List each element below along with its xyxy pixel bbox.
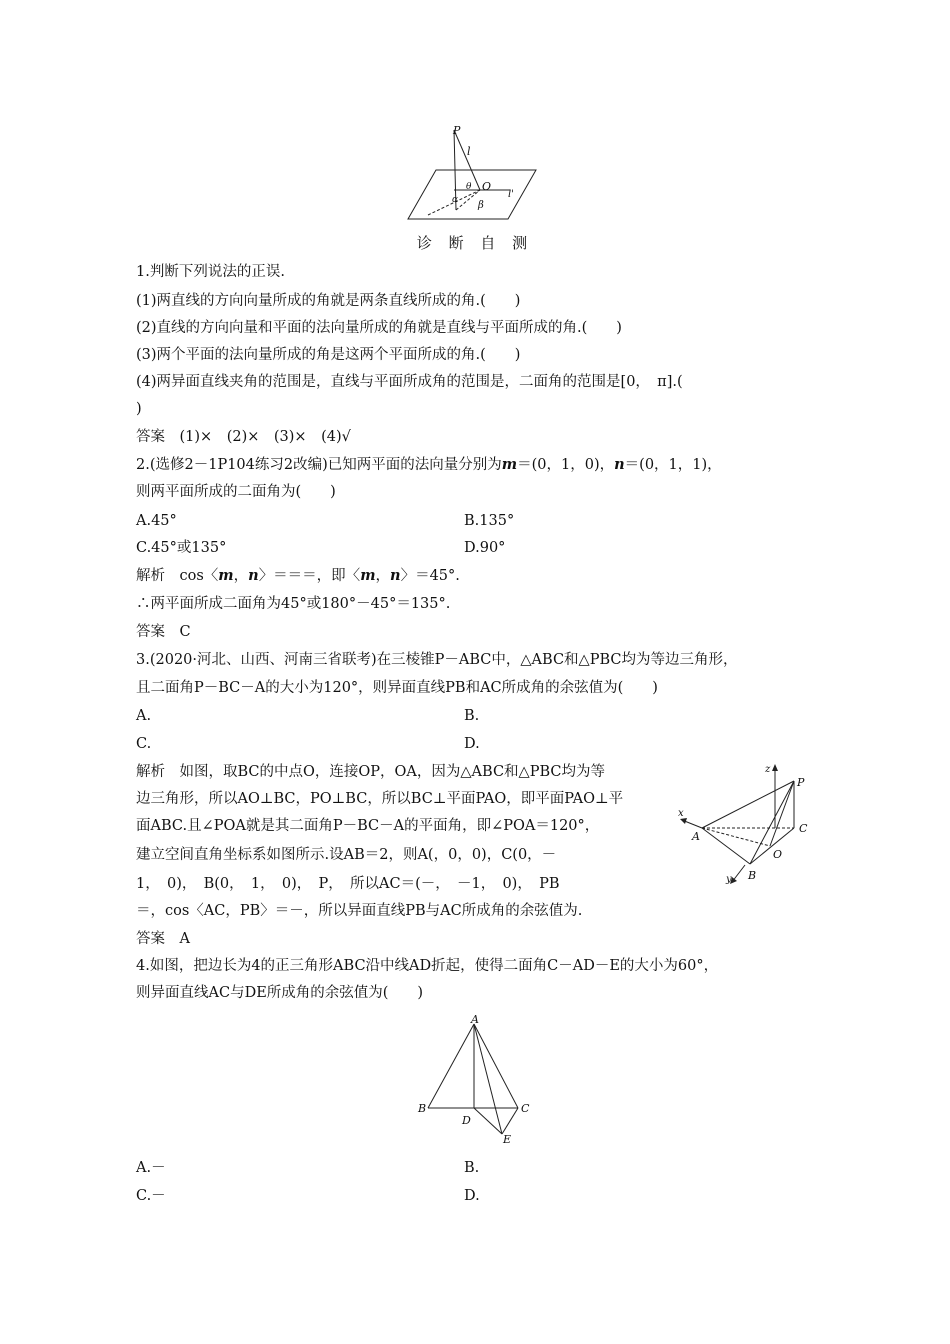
- q3-solution-2: 边三角形，所以AO⊥BC，PO⊥BC，所以BC⊥平面PAO，即平面PAO⊥平: [136, 791, 624, 807]
- q3-stem-line2: 且二面角P－BC－A的大小为120°，则异面直线PB和AC所成角的余弦值为( ): [136, 680, 658, 696]
- q2-solution-2: ∴两平面所成二面角为45°或180°－45°＝135°.: [136, 596, 451, 612]
- figure-line-plane: [400, 124, 560, 224]
- fig1-label-beta: β: [478, 200, 484, 211]
- q2-option-b: B.135°: [464, 513, 515, 529]
- fig4-label-B: B: [418, 1102, 427, 1115]
- q1-item-2: (2)直线的方向向量和平面的法向量所成的角就是直线与平面所成的角.( ): [136, 320, 622, 336]
- q2-answer: 答案 C: [136, 624, 191, 640]
- fig3-label-O: O: [773, 848, 783, 861]
- fig3-label-y: y: [726, 874, 732, 885]
- q3-solution-6: ＝，cos〈AC，PB〉＝－，所以异面直线PB与AC所成角的余弦值为.: [136, 903, 583, 919]
- q2-option-d: D.90°: [464, 540, 506, 556]
- q3-solution-5: 1， 0)， B(0， 1， 0)， P， 所以AC＝(－， －1， 0)， PB: [136, 876, 560, 892]
- q2-stem-line1: 2.(选修2－1P104练习2改编)已知两平面的法向量分别为m＝(0，1，0)，n＝(0，1，1)，: [136, 456, 722, 473]
- q4-option-a: A.－: [136, 1160, 166, 1176]
- q1-item-4: (4)两异面直线夹角的范围是，直线与平面所成角的范围是，二面角的范围是[0， π].(: [136, 374, 683, 390]
- fig3-label-x: x: [678, 808, 684, 819]
- q2-option-c: C.45°或135°: [136, 540, 227, 556]
- q3-option-c: C.: [136, 736, 152, 752]
- q3-solution-4: 建立空间直角坐标系如图所示.设AB＝2，则A(，0，0)，C(0，－: [136, 847, 557, 863]
- fig4-label-C: C: [521, 1102, 530, 1115]
- q3-option-d: D.: [464, 736, 480, 752]
- section-title: 诊 断 自 测: [416, 234, 534, 252]
- fig1-label-l-prime: l': [508, 189, 514, 200]
- q1-item-1: (1)两直线的方向向量所成的角就是两条直线所成的角.( ): [136, 293, 521, 309]
- fig4-label-A: A: [471, 1013, 479, 1026]
- q4-option-b: B.: [464, 1160, 480, 1176]
- fig1-label-O: O: [482, 180, 492, 193]
- fig3-label-P: P: [797, 776, 805, 789]
- q1-stem: 1.判断下列说法的正误.: [136, 264, 285, 280]
- q3-stem-line1: 3.(2020·河北、山西、河南三省联考)在三棱锥P－ABC中，△ABC和△PBC均为等边三角形，: [136, 652, 738, 668]
- q3-solution-3: 面ABC.且∠POA就是其二面角P－BC－A的平面角，即∠POA＝120°，: [136, 818, 600, 834]
- fig1-label-alpha: α: [452, 195, 459, 205]
- q3-option-b: B.: [464, 708, 480, 724]
- q2-option-a: A.45°: [136, 513, 177, 529]
- fig3-label-A: A: [692, 830, 700, 843]
- q3-solution-1: 解析 如图，取BC的中点O，连接OP，OA，因为△ABC和△PBC均为等: [136, 764, 605, 780]
- fig3-label-C: C: [799, 822, 808, 835]
- q3-answer: 答案 A: [136, 931, 190, 947]
- fig4-label-E: E: [503, 1133, 512, 1146]
- q2-stem-line2: 则两平面所成的二面角为( ): [136, 484, 336, 500]
- q1-item-4-cont: ): [136, 401, 142, 417]
- fig4-label-D: D: [462, 1114, 471, 1127]
- fig1-label-P: P: [453, 124, 461, 137]
- fig3-label-z: z: [765, 764, 771, 775]
- q4-stem-line1: 4.如图，把边长为4的正三角形ABC沿中线AD折起，使得二面角C－AD－E的大小为60°，: [136, 958, 719, 974]
- q1-answer: 答案 (1)× (2)× (3)× (4)√: [136, 429, 351, 445]
- q4-option-d: D.: [464, 1188, 480, 1204]
- fig1-label-l: l: [467, 145, 471, 158]
- fig3-label-B: B: [748, 869, 757, 882]
- q2-solution-1: 解析 cos〈m，n〉＝＝＝，即〈m，n〉＝45°.: [136, 567, 460, 584]
- figure-tetrahedron-axes: [672, 758, 822, 888]
- q4-option-c: C.－: [136, 1188, 166, 1204]
- figure-folded-triangle: [416, 1012, 546, 1147]
- q1-item-3: (3)两个平面的法向量所成的角是这两个平面所成的角.( ): [136, 347, 521, 363]
- q4-stem-line2: 则异面直线AC与DE所成角的余弦值为( ): [136, 985, 424, 1001]
- q3-option-a: A.: [136, 708, 152, 724]
- fig1-label-theta: θ: [466, 182, 472, 192]
